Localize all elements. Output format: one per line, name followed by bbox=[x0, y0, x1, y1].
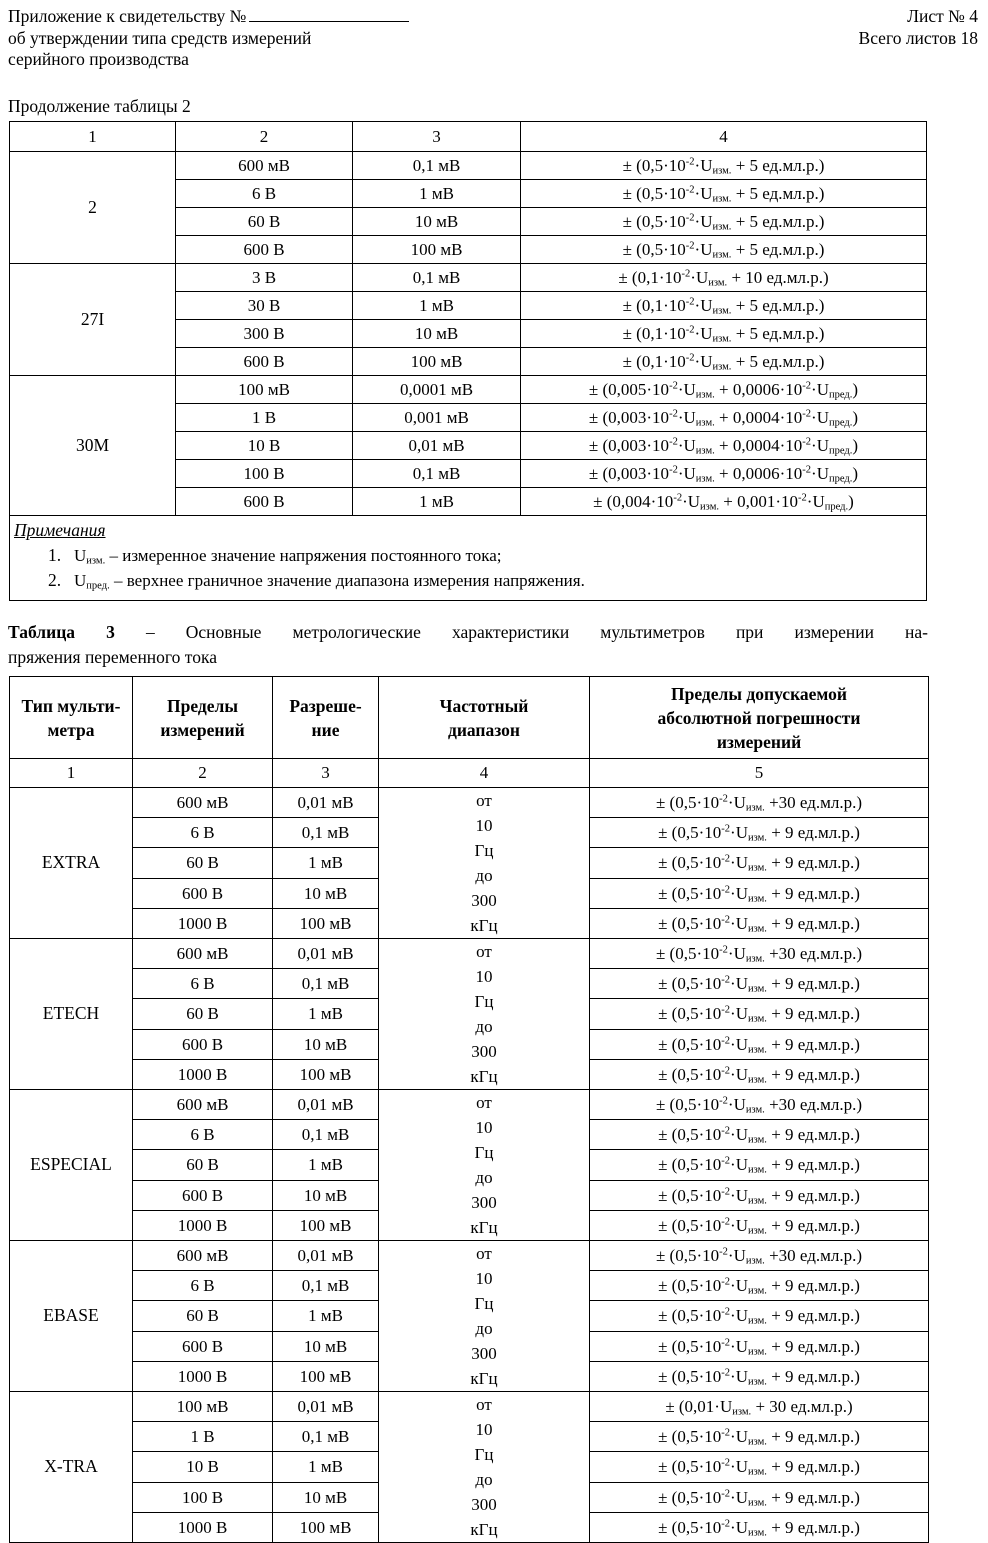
table3-limit-0-3: 600 В bbox=[133, 878, 273, 908]
table-row bbox=[10, 1392, 929, 1422]
table3-limit-4-2: 10 В bbox=[133, 1452, 273, 1482]
table3-header-row bbox=[10, 677, 929, 759]
table2-res-0-1: 1 мВ bbox=[353, 180, 521, 208]
note-text-2: $U_{пред.}$ – верхнее граничное значение диапазона измерения напряжения. bbox=[74, 570, 585, 591]
table3-err-2-0: ± ($0,5\cdot 10^{-2}\cdot U_{изм.} +30$ ед.мл.р.) bbox=[590, 1090, 929, 1120]
table2-err-1-0: ± ($0,1\cdot 10^{-2}\cdot U_{изм.} + 10$ ед.мл.р.) bbox=[521, 264, 927, 292]
table3-res-2-3: 10 мВ bbox=[273, 1180, 379, 1210]
table3-container bbox=[9, 676, 929, 1543]
table3-type-0: EXTRA bbox=[10, 788, 133, 939]
table-row bbox=[10, 376, 927, 404]
table3-err-4-3: ± ($0,5\cdot 10^{-2}\cdot U_{изм.} + 9$ ед.мл.р.) bbox=[590, 1482, 929, 1512]
table3-err-0-1: ± ($0,5\cdot 10^{-2}\cdot U_{изм.} + 9$ ед.мл.р.) bbox=[590, 818, 929, 848]
table2-err-2-2: ± $(0,003\cdot 10^{-2}\cdot U_{изм.} + 0,0004\cdot 10^{-2}\cdot U_{пред.})$ bbox=[521, 432, 927, 460]
table3-freq-3: от 10 Гц до 300 кГц bbox=[379, 1241, 590, 1392]
table2-limit-0-3: 600 В bbox=[176, 236, 353, 264]
note-index-2: 2. bbox=[48, 569, 62, 590]
table3-err-3-4: ± ($0,5\cdot 10^{-2}\cdot U_{изм.} + 9$ ед.мл.р.) bbox=[590, 1361, 929, 1391]
table2-limit-2-1: 1 В bbox=[176, 404, 353, 432]
table2-err-0-0: ± ($0,5\cdot 10^{-2}\cdot U_{изм.} + 5$ ед.мл.р.) bbox=[521, 152, 927, 180]
table2-res-1-3: 100 мВ bbox=[353, 348, 521, 376]
header-line-2: об утверждении типа средств измерений bbox=[8, 27, 312, 48]
header-left-block bbox=[8, 6, 409, 71]
table2-res-2-1: 0,001 мВ bbox=[353, 404, 521, 432]
table2-err-1-1: ± ($0,1\cdot 10^{-2}\cdot U_{изм.} + 5$ ед.мл.р.) bbox=[521, 292, 927, 320]
table2-type-0: 2 bbox=[10, 152, 176, 264]
table3-res-4-1: 0,1 мВ bbox=[273, 1422, 379, 1452]
table3-header-resolution: Разреше- ние bbox=[273, 677, 379, 759]
table3-type-1: ETECH bbox=[10, 939, 133, 1090]
header-certificate-label: Приложение к свидетельству № bbox=[8, 6, 247, 26]
table3-res-1-4: 100 мВ bbox=[273, 1059, 379, 1089]
table3-limit-1-0: 600 мВ bbox=[133, 939, 273, 969]
table3-err-2-4: ± ($0,5\cdot 10^{-2}\cdot U_{изм.} + 9$ ед.мл.р.) bbox=[590, 1210, 929, 1240]
header-line-3: серийного производства bbox=[8, 49, 189, 69]
table2-limit-2-3: 100 В bbox=[176, 460, 353, 488]
table3-limit-3-2: 60 В bbox=[133, 1301, 273, 1331]
table2-res-0-2: 10 мВ bbox=[353, 208, 521, 236]
table3-res-1-3: 10 мВ bbox=[273, 1029, 379, 1059]
table2-err-1-2: ± ($0,1\cdot 10^{-2}\cdot U_{изм.} + 5$ ед.мл.р.) bbox=[521, 320, 927, 348]
table3-res-4-2: 1 мВ bbox=[273, 1452, 379, 1482]
certificate-number-blank bbox=[249, 8, 409, 22]
table3-res-2-1: 0,1 мВ bbox=[273, 1120, 379, 1150]
table3-limit-0-0: 600 мВ bbox=[133, 788, 273, 818]
table-row bbox=[10, 1241, 929, 1271]
table3-res-0-3: 10 мВ bbox=[273, 878, 379, 908]
table3-res-0-2: 1 мВ bbox=[273, 848, 379, 878]
table3-freq-1: от 10 Гц до 300 кГц bbox=[379, 939, 590, 1090]
table2-res-2-3: 0,1 мВ bbox=[353, 460, 521, 488]
table2-res-2-2: 0,01 мВ bbox=[353, 432, 521, 460]
table3-limit-3-4: 1000 В bbox=[133, 1361, 273, 1391]
table2-err-1-3: ± ($0,1\cdot 10^{-2}\cdot U_{изм.} + 5$ ед.мл.р.) bbox=[521, 348, 927, 376]
table2-colnum-3: 3 bbox=[353, 122, 521, 152]
table2-limit-0-1: 6 В bbox=[176, 180, 353, 208]
table3-caption-line1 bbox=[8, 620, 928, 645]
table2-limit-2-4: 600 В bbox=[176, 488, 353, 516]
table-row bbox=[10, 1090, 929, 1120]
table3-caption-line2: пряжения переменного тока bbox=[8, 647, 217, 667]
table3-freq-2: от 10 Гц до 300 кГц bbox=[379, 1090, 590, 1241]
table3-freq-4: от 10 Гц до 300 кГц bbox=[379, 1392, 590, 1543]
table2-res-1-2: 10 мВ bbox=[353, 320, 521, 348]
table3-err-3-1: ± ($0,5\cdot 10^{-2}\cdot U_{изм.} + 9$ ед.мл.р.) bbox=[590, 1271, 929, 1301]
table3-limit-1-2: 60 В bbox=[133, 999, 273, 1029]
table3-type-3: EBASE bbox=[10, 1241, 133, 1392]
table-row bbox=[10, 788, 929, 818]
table2-err-2-0: ± $(0,005\cdot 10^{-2}\cdot U_{изм.} + 0,0006\cdot 10^{-2}\cdot U_{пред.})$ bbox=[521, 376, 927, 404]
table3-colnum-4: 4 bbox=[379, 759, 590, 788]
table3-err-2-3: ± ($0,5\cdot 10^{-2}\cdot U_{изм.} + 9$ ед.мл.р.) bbox=[590, 1180, 929, 1210]
table2-res-1-1: 1 мВ bbox=[353, 292, 521, 320]
table3-err-1-4: ± ($0,5\cdot 10^{-2}\cdot U_{изм.} + 9$ ед.мл.р.) bbox=[590, 1059, 929, 1089]
document-header bbox=[8, 6, 978, 71]
table2-err-2-3: ± $(0,003\cdot 10^{-2}\cdot U_{изм.} + 0,0006\cdot 10^{-2}\cdot U_{пред.})$ bbox=[521, 460, 927, 488]
table-row bbox=[10, 264, 927, 292]
table2-continuation-caption: Продолжение таблицы 2 bbox=[8, 96, 191, 116]
table3-freq-0: от 10 Гц до 300 кГц bbox=[379, 788, 590, 939]
table3-header-frequency: Частотный диапазон bbox=[379, 677, 590, 759]
table3-err-4-0: ± ($0,01\cdot U_{изм.} + 30$ ед.мл.р.) bbox=[590, 1392, 929, 1422]
table3-res-2-4: 100 мВ bbox=[273, 1210, 379, 1240]
table2-res-0-3: 100 мВ bbox=[353, 236, 521, 264]
table2-res-2-4: 1 мВ bbox=[353, 488, 521, 516]
table3-header-type: Тип мульти- метра bbox=[10, 677, 133, 759]
table3-err-3-0: ± ($0,5\cdot 10^{-2}\cdot U_{изм.} +30$ ед.мл.р.) bbox=[590, 1241, 929, 1271]
table2-type-2: 30M bbox=[10, 376, 176, 516]
notes-list bbox=[14, 543, 922, 593]
table3-limit-1-3: 600 В bbox=[133, 1029, 273, 1059]
list-item bbox=[48, 568, 922, 593]
table2-limit-2-2: 10 В bbox=[176, 432, 353, 460]
table3-err-4-4: ± ($0,5\cdot 10^{-2}\cdot U_{изм.} + 9$ ед.мл.р.) bbox=[590, 1512, 929, 1542]
table3-err-2-1: ± ($0,5\cdot 10^{-2}\cdot U_{изм.} + 9$ ед.мл.р.) bbox=[590, 1120, 929, 1150]
table3-err-0-2: ± ($0,5\cdot 10^{-2}\cdot U_{изм.} + 9$ ед.мл.р.) bbox=[590, 848, 929, 878]
table3-limit-4-3: 100 В bbox=[133, 1482, 273, 1512]
table3-limit-4-4: 1000 В bbox=[133, 1512, 273, 1542]
table2-limit-1-1: 30 В bbox=[176, 292, 353, 320]
table3-limit-1-1: 6 В bbox=[133, 969, 273, 999]
table3-res-3-1: 0,1 мВ bbox=[273, 1271, 379, 1301]
total-sheets: Всего листов 18 bbox=[858, 27, 978, 48]
table3-res-3-4: 100 мВ bbox=[273, 1361, 379, 1391]
table2-limit-1-0: 3 В bbox=[176, 264, 353, 292]
table3-limit-2-3: 600 В bbox=[133, 1180, 273, 1210]
table2-dc-voltage bbox=[9, 121, 927, 601]
table2-limit-2-0: 100 мВ bbox=[176, 376, 353, 404]
table3-colnum-5: 5 bbox=[590, 759, 929, 788]
table2-err-2-4: ± $(0,004\cdot 10^{-2}\cdot U_{изм.} + 0,001\cdot 10^{-2}\cdot U_{пред.})$ bbox=[521, 488, 927, 516]
table3-limit-0-2: 60 В bbox=[133, 848, 273, 878]
header-right-block bbox=[859, 6, 978, 49]
table3-ac-voltage bbox=[9, 676, 929, 1543]
table3-err-4-1: ± ($0,5\cdot 10^{-2}\cdot U_{изм.} + 9$ ед.мл.р.) bbox=[590, 1422, 929, 1452]
table3-limit-1-4: 1000 В bbox=[133, 1059, 273, 1089]
table3-res-1-2: 1 мВ bbox=[273, 999, 379, 1029]
table3-err-3-2: ± ($0,5\cdot 10^{-2}\cdot U_{изм.} + 9$ ед.мл.р.) bbox=[590, 1301, 929, 1331]
list-item bbox=[48, 543, 922, 568]
table2-err-0-3: ± ($0,5\cdot 10^{-2}\cdot U_{изм.} + 5$ ед.мл.р.) bbox=[521, 236, 927, 264]
table3-caption-text1: – Основные метрологические характеристики мультиметров при измерении на- bbox=[145, 622, 929, 642]
table3-res-3-2: 1 мВ bbox=[273, 1301, 379, 1331]
table3-res-3-3: 10 мВ bbox=[273, 1331, 379, 1361]
table3-type-4: X-TRA bbox=[10, 1392, 133, 1543]
table3-res-4-0: 0,01 мВ bbox=[273, 1392, 379, 1422]
table3-limit-4-1: 1 В bbox=[133, 1422, 273, 1452]
table2-colnum-4: 4 bbox=[521, 122, 927, 152]
sheet-number: Лист № 4 bbox=[907, 6, 978, 26]
table3-limit-2-4: 1000 В bbox=[133, 1210, 273, 1240]
table3-err-2-2: ± ($0,5\cdot 10^{-2}\cdot U_{изм.} + 9$ ед.мл.р.) bbox=[590, 1150, 929, 1180]
header-certificate-line bbox=[8, 6, 409, 28]
table3-err-1-2: ± ($0,5\cdot 10^{-2}\cdot U_{изм.} + 9$ ед.мл.р.) bbox=[590, 999, 929, 1029]
table3-limit-3-1: 6 В bbox=[133, 1271, 273, 1301]
table3-res-1-0: 0,01 мВ bbox=[273, 939, 379, 969]
table2-limit-0-2: 60 В bbox=[176, 208, 353, 236]
table3-err-1-3: ± ($0,5\cdot 10^{-2}\cdot U_{изм.} + 9$ ед.мл.р.) bbox=[590, 1029, 929, 1059]
table2-colnum-2: 2 bbox=[176, 122, 353, 152]
table3-res-0-4: 100 мВ bbox=[273, 908, 379, 938]
table3-header-error: Пределы допускаемой абсолютной погрешности измерений bbox=[590, 677, 929, 759]
table-row bbox=[10, 939, 929, 969]
table3-res-0-1: 0,1 мВ bbox=[273, 818, 379, 848]
table2-limit-0-0: 600 мВ bbox=[176, 152, 353, 180]
table3-err-1-0: ± ($0,5\cdot 10^{-2}\cdot U_{изм.} +30$ ед.мл.р.) bbox=[590, 939, 929, 969]
table3-limit-3-3: 600 В bbox=[133, 1331, 273, 1361]
note-text-1: $U_{изм.}$ – измеренное значение напряжения постоянного тока; bbox=[74, 545, 502, 566]
table3-limit-0-4: 1000 В bbox=[133, 908, 273, 938]
notes-title: Примечания bbox=[14, 520, 106, 540]
table3-res-4-4: 100 мВ bbox=[273, 1512, 379, 1542]
table3-err-3-3: ± ($0,5\cdot 10^{-2}\cdot U_{изм.} + 9$ ед.мл.р.) bbox=[590, 1331, 929, 1361]
table2-res-0-0: 0,1 мВ bbox=[353, 152, 521, 180]
table3-res-2-2: 1 мВ bbox=[273, 1150, 379, 1180]
table3-colnum-1: 1 bbox=[10, 759, 133, 788]
table3-err-0-4: ± ($0,5\cdot 10^{-2}\cdot U_{изм.} + 9$ ед.мл.р.) bbox=[590, 908, 929, 938]
table-row bbox=[10, 152, 927, 180]
table3-res-4-3: 10 мВ bbox=[273, 1482, 379, 1512]
table3-err-4-2: ± ($0,5\cdot 10^{-2}\cdot U_{изм.} + 9$ ед.мл.р.) bbox=[590, 1452, 929, 1482]
table3-limit-2-2: 60 В bbox=[133, 1150, 273, 1180]
table2-colnum-1: 1 bbox=[10, 122, 176, 152]
table3-res-3-0: 0,01 мВ bbox=[273, 1241, 379, 1271]
table3-res-1-1: 0,1 мВ bbox=[273, 969, 379, 999]
table2-limit-1-2: 300 В bbox=[176, 320, 353, 348]
table3-res-0-0: 0,01 мВ bbox=[273, 788, 379, 818]
table3-column-number-row bbox=[10, 759, 929, 788]
table2-notes-cell bbox=[10, 516, 927, 601]
table2-limit-1-3: 600 В bbox=[176, 348, 353, 376]
table3-err-0-3: ± ($0,5\cdot 10^{-2}\cdot U_{изм.} + 9$ ед.мл.р.) bbox=[590, 878, 929, 908]
table3-header-limits: Пределы измерений bbox=[133, 677, 273, 759]
table2-column-number-row bbox=[10, 122, 927, 152]
table2-err-0-2: ± ($0,5\cdot 10^{-2}\cdot U_{изм.} + 5$ ед.мл.р.) bbox=[521, 208, 927, 236]
table2-container bbox=[9, 121, 927, 601]
table3-limit-4-0: 100 мВ bbox=[133, 1392, 273, 1422]
table3-colnum-2: 2 bbox=[133, 759, 273, 788]
table2-err-2-1: ± $(0,003\cdot 10^{-2}\cdot U_{изм.} + 0,0004\cdot 10^{-2}\cdot U_{пред.})$ bbox=[521, 404, 927, 432]
table2-res-1-0: 0,1 мВ bbox=[353, 264, 521, 292]
table3-caption-label: Таблица 3 bbox=[8, 622, 115, 642]
table3-err-1-1: ± ($0,5\cdot 10^{-2}\cdot U_{изм.} + 9$ ед.мл.р.) bbox=[590, 969, 929, 999]
table3-limit-0-1: 6 В bbox=[133, 818, 273, 848]
table3-colnum-3: 3 bbox=[273, 759, 379, 788]
table3-limit-2-0: 600 мВ bbox=[133, 1090, 273, 1120]
table3-type-2: ESPECIAL bbox=[10, 1090, 133, 1241]
table3-err-0-0: ± ($0,5\cdot 10^{-2}\cdot U_{изм.} +30$ ед.мл.р.) bbox=[590, 788, 929, 818]
table2-err-0-1: ± ($0,5\cdot 10^{-2}\cdot U_{изм.} + 5$ ед.мл.р.) bbox=[521, 180, 927, 208]
table3-caption bbox=[8, 620, 928, 670]
table2-notes-row bbox=[10, 516, 927, 601]
table3-limit-3-0: 600 мВ bbox=[133, 1241, 273, 1271]
table2-type-1: 27I bbox=[10, 264, 176, 376]
table3-limit-2-1: 6 В bbox=[133, 1120, 273, 1150]
table3-res-2-0: 0,01 мВ bbox=[273, 1090, 379, 1120]
note-index-1: 1. bbox=[48, 544, 62, 565]
table2-res-2-0: 0,0001 мВ bbox=[353, 376, 521, 404]
